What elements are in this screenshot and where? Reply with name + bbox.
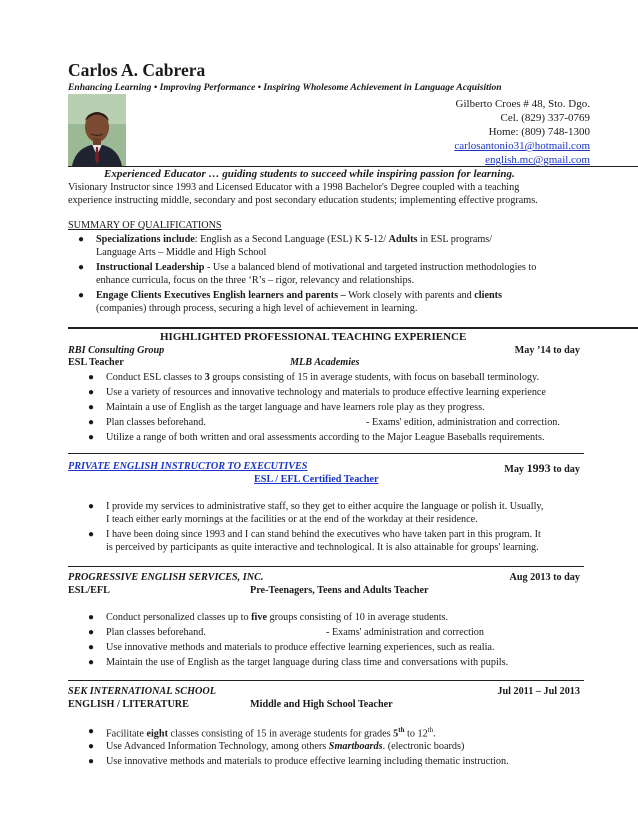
job1-bullet: Utilize a range of both written and oral assessments according to the Major League Baseballs requirements. xyxy=(106,432,545,443)
grade-number: 5 xyxy=(393,728,399,740)
job4-bullet xyxy=(106,741,464,752)
bullet-icon: ● xyxy=(78,262,85,273)
job2-date xyxy=(504,461,580,476)
bullet-icon: ● xyxy=(88,529,95,540)
job4-org: Middle and High School Teacher xyxy=(250,699,393,710)
job3-bullet-extra: - Exams' administration and correction xyxy=(326,627,484,638)
job1-bullet: Maintain a use of English as the target language and have learners role play as they progress. xyxy=(106,402,485,413)
bullet-text: . (electronic boards) xyxy=(382,741,465,752)
job4-company: SEK INTERNATIONAL SCHOOL xyxy=(68,686,216,697)
profile-photo xyxy=(68,94,126,166)
qualification-label: Engage Clients Executives English learners and parents – xyxy=(96,290,346,301)
qualification-item xyxy=(96,290,502,301)
email-link-1[interactable]: carlosantonio31@hotmail.com xyxy=(454,140,590,152)
bullet-icon: ● xyxy=(88,741,95,752)
job3-bullet: Plan classes beforehand. xyxy=(106,627,206,638)
job-divider xyxy=(68,453,584,454)
group-count: five xyxy=(251,612,267,623)
smartboards-label: Smartboards xyxy=(328,741,383,752)
superscript: th xyxy=(427,726,434,734)
job3-company: PROGRESSIVE ENGLISH SERVICES, INC. xyxy=(68,572,264,583)
job4-bullet: Use innovative methods and materials to produce effective learning including thematic instruction. xyxy=(106,756,509,767)
bullet-icon: ● xyxy=(88,726,95,737)
job-divider xyxy=(68,566,584,567)
bullet-text: . xyxy=(433,728,436,740)
grade-number: 5 xyxy=(364,234,370,245)
bullet-icon: ● xyxy=(78,234,85,245)
header-divider xyxy=(68,166,638,167)
qualification-label: Instructional Leadership xyxy=(96,262,205,273)
job3-role: ESL/EFL xyxy=(68,585,110,596)
job1-bullet-extra: - Exams' edition, administration and correction. xyxy=(366,417,560,428)
job1-date: May ’14 to day xyxy=(514,345,580,356)
job2-bullet-line: I teach either early mornings at the facilities or at the end of the workday at their residence. xyxy=(106,514,478,525)
bullet-icon: ● xyxy=(88,657,95,668)
clients-label: clients xyxy=(474,290,503,301)
cel-phone: Cel. (829) 337-0769 xyxy=(500,112,590,124)
bullet-text: groups consisting of 15 in average students, with focus on baseball terminology. xyxy=(209,372,539,383)
class-count: eight xyxy=(146,728,168,740)
bullet-icon: ● xyxy=(78,290,85,301)
qualification-label: Specializations include xyxy=(96,234,195,245)
job2-role[interactable]: ESL / EFL Certified Teacher xyxy=(254,474,379,485)
resume-name: Carlos A. Cabrera xyxy=(68,60,206,80)
bullet-text: groups consisting of 10 in average students. xyxy=(266,612,449,623)
job2-bullet-line: is perceived by participants as quite interactive and technological. It is also attainable for groups' learning. xyxy=(106,542,539,553)
qualification-text: : English as a Second Language (ESL) K xyxy=(194,234,365,245)
adults-label: Adults xyxy=(388,234,418,245)
job4-role: ENGLISH / LITERATURE xyxy=(68,699,189,710)
qualification-line: (companies) through process, securing a high level of achievement in learning. xyxy=(96,303,418,314)
bullet-text: to 12 xyxy=(404,728,428,740)
qualification-text: Work closely with parents and xyxy=(345,290,475,301)
job2-bullet: I provide my services to administrative staff, so they get to either acquire the language or polish it. Usually, xyxy=(106,501,544,512)
qualification-item xyxy=(96,234,492,245)
qualifications-title: SUMMARY OF QUALIFICATIONS xyxy=(68,220,222,231)
qualification-text: -12/ xyxy=(369,234,389,245)
bullet-icon: ● xyxy=(88,501,95,512)
job1-bullet: Use a variety of resources and innovative technology and materials to produce effective learning experience xyxy=(106,387,546,398)
bullet-icon: ● xyxy=(88,417,95,428)
bullet-icon: ● xyxy=(88,387,95,398)
qualification-text: - Use a balanced blend of motivational and targeted instruction methodologies to xyxy=(204,262,537,273)
date-text: to day xyxy=(550,464,580,475)
bullet-text: Use Advanced Information Technology, among others xyxy=(106,741,329,752)
qualification-text: in ESL programs/ xyxy=(417,234,493,245)
tagline: Enhancing Learning • Improving Performance • Inspiring Wholesome Achievement in Language Acquisition xyxy=(68,82,502,93)
qualification-line: enhance curricula, focus on the three ‘R’s – rigor, relevancy and relationships. xyxy=(96,275,415,286)
date-year: 1993 xyxy=(526,461,551,475)
bullet-text: Conduct ESL classes to xyxy=(106,372,205,383)
date-text: May xyxy=(504,464,527,475)
bullet-icon: ● xyxy=(88,402,95,413)
qualification-item xyxy=(96,262,536,273)
superscript: th xyxy=(398,726,405,734)
job3-bullet: Maintain the use of English as the target language during class time and conversations with pupils. xyxy=(106,657,509,668)
job1-bullet xyxy=(106,372,539,383)
experience-title: HIGHLIGHTED PROFESSIONAL TEACHING EXPERIENCE xyxy=(160,331,467,343)
bullet-text: classes consisting of 15 in average students for grades xyxy=(167,728,394,740)
job2-company[interactable]: PRIVATE ENGLISH INSTRUCTOR TO EXECUTIVES xyxy=(68,461,308,472)
job4-bullet xyxy=(106,726,436,739)
bullet-icon: ● xyxy=(88,612,95,623)
job2-bullet: I have been doing since 1993 and I can stand behind the executives who have taken part in this program. It xyxy=(106,529,541,540)
bullet-icon: ● xyxy=(88,432,95,443)
job1-bullet: Plan classes beforehand. xyxy=(106,417,206,428)
summary-line-2: experience instructing middle, secondary and post secondary education students; implementing effective programs. xyxy=(68,195,538,206)
bullet-icon: ● xyxy=(88,642,95,653)
job-divider xyxy=(68,680,584,681)
job1-company: RBI Consulting Group xyxy=(68,345,165,356)
home-phone: Home: (809) 748-1300 xyxy=(488,126,590,138)
summary-line-1: Visionary Instructor since 1993 and Licensed Educator with a 1998 Bachelor's Degree coupled with a teaching xyxy=(68,182,520,193)
job4-date: Jul 2011 – Jul 2013 xyxy=(497,686,580,697)
job1-org: MLB Academies xyxy=(290,357,360,368)
job3-date: Aug 2013 to day xyxy=(509,572,580,583)
email-link-2[interactable]: english.mc@gmail.com xyxy=(485,154,590,166)
headline: Experienced Educator … guiding students to succeed while inspiring passion for learning. xyxy=(104,168,515,180)
qualification-line: Language Arts – Middle and High School xyxy=(96,247,267,258)
group-count: 3 xyxy=(204,372,210,383)
section-divider xyxy=(68,327,638,329)
job1-role: ESL Teacher xyxy=(68,357,124,368)
bullet-icon: ● xyxy=(88,372,95,383)
job3-bullet: Use innovative methods and materials to produce effective learning experiences, such as realia. xyxy=(106,642,495,653)
bullet-text: Facilitate xyxy=(106,728,147,740)
job3-org: Pre-Teenagers, Teens and Adults Teacher xyxy=(250,585,429,596)
address: Gilberto Croes # 48, Sto. Dgo. xyxy=(455,98,590,110)
bullet-text: Conduct personalized classes up to xyxy=(106,612,252,623)
job3-bullet xyxy=(106,612,448,623)
bullet-icon: ● xyxy=(88,756,95,767)
bullet-icon: ● xyxy=(88,627,95,638)
